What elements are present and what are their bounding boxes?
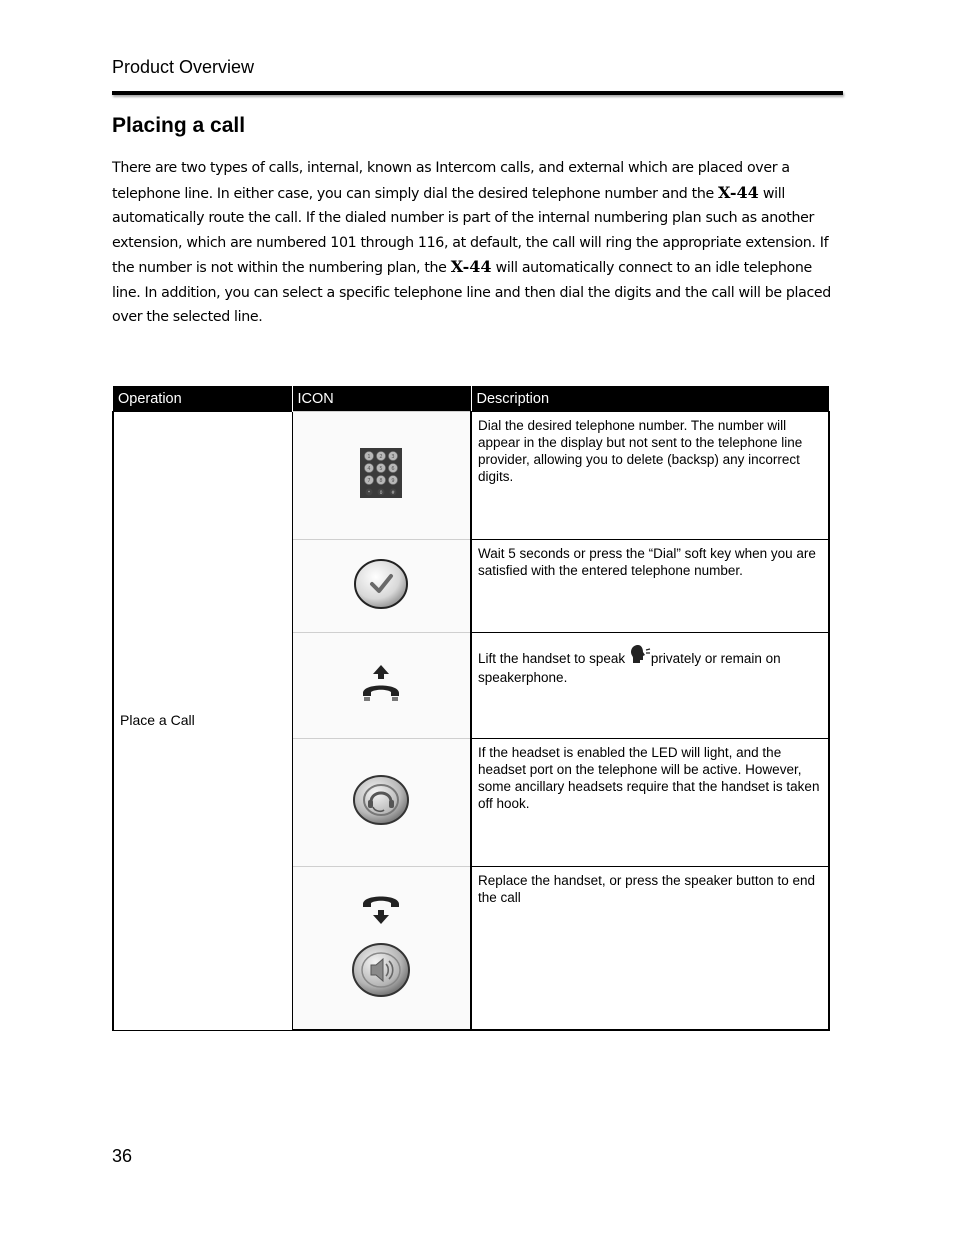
- running-header: Product Overview: [112, 57, 255, 77]
- description-text: privately or remain on speakerphone.: [478, 650, 781, 685]
- speaker-button-icon: [351, 942, 411, 1002]
- description-cell: [471, 632, 829, 738]
- column-header-description: Description: [471, 386, 829, 411]
- svg-text:7: 7: [367, 478, 371, 484]
- svg-text:9: 9: [391, 478, 395, 484]
- description-cell: Wait 5 seconds or press the “Dial” soft key when you are satisfied with the entered telephone number.: [471, 539, 829, 632]
- icon-cell: [292, 411, 471, 539]
- icon-cell: [292, 632, 471, 738]
- brand-name: X-44: [718, 182, 759, 202]
- intro-text-2: will automatically route the call. If the dialed number is part of the internal numbering plan such as another extension, which are numbered 101 through 116, at default, the call will ring the appropriate extension. If the number is not within the numbering plan, the: [112, 185, 829, 276]
- icon-cell: [292, 738, 471, 866]
- svg-text:0: 0: [379, 491, 383, 496]
- icon-cell: [292, 539, 471, 632]
- dialpad-icon: [360, 454, 402, 501]
- table-header-row: [113, 386, 829, 411]
- svg-text:#: #: [391, 491, 396, 496]
- handset-lift-icon: [359, 691, 403, 706]
- icon-cell: [292, 866, 471, 1030]
- svg-text:3: 3: [391, 454, 395, 460]
- intro-text-1: There are two types of calls, internal, known as Intercom calls, and external which are placed over a telephone line. In either case, you can simply dial the desired telephone number and the: [112, 160, 790, 202]
- end-call-icons: [351, 894, 411, 1002]
- column-header-icon: ICON: [292, 386, 471, 411]
- column-header-operation: Operation: [113, 386, 292, 411]
- description-cell: Dial the desired telephone number. The number will appear in the display but not sent to the telephone line provider, allowing you to delete (backsp) any incorrect digits.: [471, 411, 829, 539]
- svg-text:*: *: [368, 491, 371, 496]
- description-text: Lift the handset to speak: [478, 650, 629, 666]
- table-row: [113, 411, 829, 539]
- operation-cell: Place a Call: [113, 411, 292, 1030]
- brand-name: X-44: [450, 257, 492, 276]
- svg-text:4: 4: [367, 466, 371, 472]
- intro-text-3: will automatically connect to an idle telephone line. In addition, you can select a specific telephone line and then dial the digits and the call will be placed over the selected line.: [112, 260, 831, 325]
- header-rule: [112, 91, 843, 95]
- intro-paragraph: [112, 156, 842, 330]
- svg-text:6: 6: [391, 466, 395, 472]
- operations-table: [112, 386, 830, 1031]
- dial-check-button-icon: [353, 598, 409, 613]
- description-cell: Replace the handset, or press the speaker button to end the call: [471, 866, 829, 1030]
- page-number: 36: [112, 1146, 133, 1166]
- speaking-head-icon: [629, 643, 651, 669]
- svg-text:2: 2: [379, 454, 383, 460]
- svg-text:5: 5: [379, 466, 383, 472]
- section-title: Placing a call: [112, 114, 246, 137]
- description-cell: If the headset is enabled the LED will light, and the headset port on the telephone will be active. However, some ancillary headsets require that the handset is taken off hook.: [471, 738, 829, 866]
- handset-replace-icon: [359, 894, 403, 932]
- svg-text:8: 8: [379, 478, 383, 484]
- svg-text:1: 1: [367, 454, 371, 460]
- headset-button-icon: [352, 814, 410, 829]
